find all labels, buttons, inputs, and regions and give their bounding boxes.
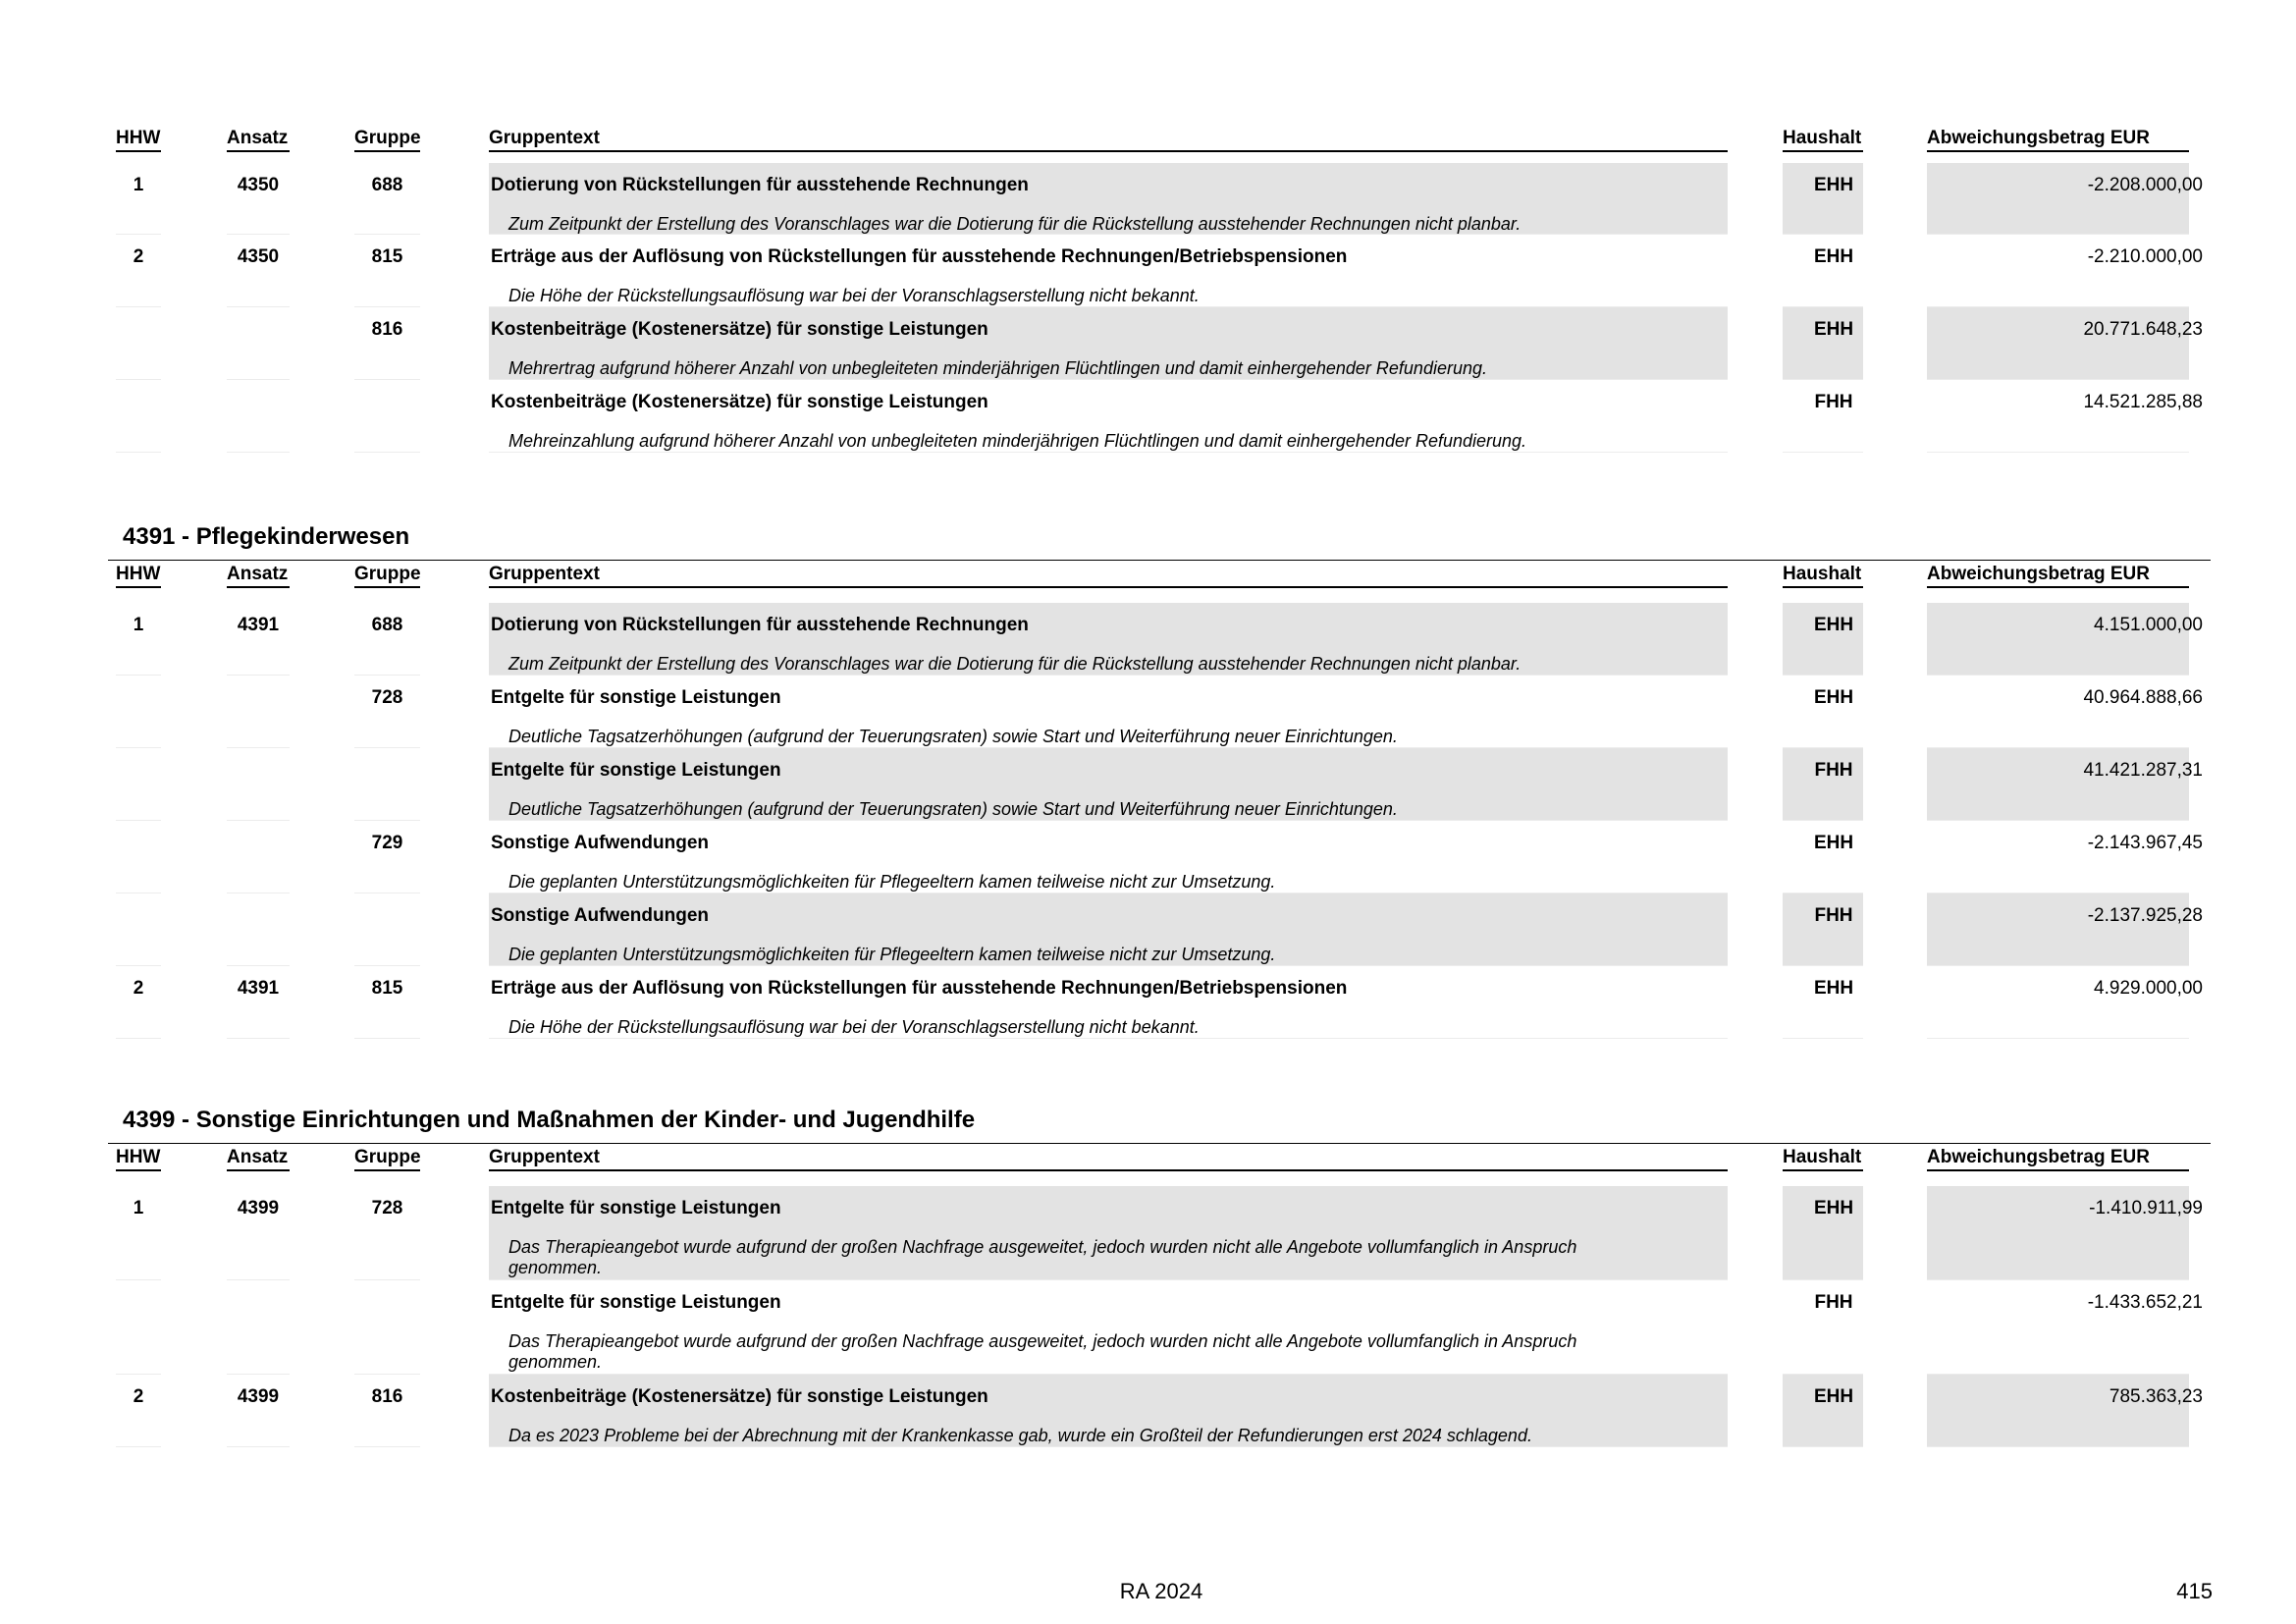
cell-haushalt: EHH	[1813, 1198, 1854, 1218]
cell-gruppentext-title: Entgelte für sonstige Leistungen	[491, 1198, 781, 1218]
table-row	[0, 748, 2296, 821]
section-divider	[108, 560, 2211, 561]
table-section	[0, 522, 2296, 1039]
row-separator	[489, 1038, 1728, 1039]
table-row	[0, 1375, 2296, 1447]
cell-haushalt: EHH	[1813, 319, 1854, 340]
header-abweichungsbetrag-rule	[1927, 1169, 2189, 1171]
cell-gruppe: 728	[371, 1198, 403, 1218]
table-row	[0, 235, 2296, 307]
cell-gruppe: 728	[371, 687, 403, 708]
cell-gruppentext-description: Die geplanten Unterstützungsmöglichkeiten für Pflegeeltern kamen teilweise nicht zur Umsetzung.	[508, 945, 1276, 964]
cell-gruppe: 688	[371, 615, 403, 635]
cell-gruppentext-title: Dotierung von Rückstellungen für ausstehende Rechnungen	[491, 175, 1029, 195]
header-haushalt: Haushalt	[1783, 1147, 1862, 1167]
header-ansatz-rule	[227, 1169, 290, 1171]
cell-gruppentext-description: Die Höhe der Rückstellungsauflösung war bei der Voranschlagserstellung nicht bekannt.	[508, 286, 1200, 305]
row-separator	[354, 1038, 420, 1039]
row-separator	[227, 1446, 290, 1447]
row-separator	[489, 1446, 1728, 1447]
row-separator	[1783, 1038, 1863, 1039]
cell-gruppentext-title: Dotierung von Rückstellungen für ausstehende Rechnungen	[491, 615, 1029, 635]
cell-gruppe: 815	[371, 978, 403, 999]
row-separator	[1927, 1038, 2189, 1039]
table-row	[0, 1186, 2296, 1280]
table-row	[0, 163, 2296, 235]
row-separator	[1927, 1446, 2189, 1447]
cell-abweichungsbetrag: -2.143.967,45	[2087, 833, 2203, 853]
cell-abweichungsbetrag: -2.137.925,28	[2087, 905, 2203, 926]
header-gruppentext-rule	[489, 586, 1728, 588]
table-row	[0, 966, 2296, 1039]
row-separator	[116, 452, 161, 453]
cell-gruppentext-description: Mehreinzahlung aufgrund höherer Anzahl von unbegleiteten minderjährigen Flüchtlingen und damit einhergehender Refundierung.	[508, 431, 1527, 451]
cell-abweichungsbetrag: -1.410.911,99	[2089, 1198, 2203, 1218]
cell-haushalt: EHH	[1813, 175, 1854, 195]
header-hhw: HHW	[116, 128, 161, 148]
row-separator	[1783, 452, 1863, 453]
header-abweichungsbetrag-rule	[1927, 586, 2189, 588]
cell-gruppentext-description: Das Therapieangebot wurde aufgrund der großen Nachfrage ausgeweitet, jedoch wurden nicht alle Angebote vollumfanglich in Anspruch genommen.	[508, 1237, 1577, 1277]
cell-gruppentext-title: Kostenbeiträge (Kostenersätze) für sonstige Leistungen	[491, 392, 988, 412]
row-separator	[354, 452, 420, 453]
table-row	[0, 676, 2296, 748]
cell-gruppentext-description: Zum Zeitpunkt der Erstellung des Voranschlages war die Dotierung für die Rückstellung ausstehender Rechnungen nicht planbar.	[508, 654, 1522, 674]
cell-abweichungsbetrag: 4.151.000,00	[2094, 615, 2203, 635]
page-number: 415	[2176, 1579, 2213, 1603]
cell-gruppentext-description: Das Therapieangebot wurde aufgrund der großen Nachfrage ausgeweitet, jedoch wurden nicht alle Angebote vollumfanglich in Anspruch genommen.	[508, 1331, 1577, 1372]
header-hhw: HHW	[116, 1147, 161, 1167]
cell-gruppentext-description: Deutliche Tagsatzerhöhungen (aufgrund der Teuerungsraten) sowie Start und Weiterführung neuer Einrichtungen.	[508, 799, 1398, 819]
table-section	[0, 118, 2296, 453]
cell-gruppe: 815	[371, 246, 403, 267]
cell-haushalt: EHH	[1813, 615, 1854, 635]
row-separator	[1783, 1446, 1863, 1447]
header-gruppentext: Gruppentext	[489, 564, 600, 584]
row-separator	[227, 1038, 290, 1039]
cell-haushalt: EHH	[1813, 687, 1854, 708]
cell-gruppentext-description: Zum Zeitpunkt der Erstellung des Voranschlages war die Dotierung für die Rückstellung ausstehender Rechnungen nicht planbar.	[508, 214, 1522, 234]
header-gruppentext: Gruppentext	[489, 1147, 600, 1167]
table-row	[0, 1280, 2296, 1375]
cell-abweichungsbetrag: -2.210.000,00	[2087, 246, 2203, 267]
header-gruppentext: Gruppentext	[489, 128, 600, 148]
row-separator	[116, 1446, 161, 1447]
cell-gruppe: 729	[371, 833, 403, 853]
header-ansatz-rule	[227, 150, 290, 152]
table-row	[0, 380, 2296, 453]
cell-haushalt: EHH	[1813, 833, 1854, 853]
cell-ansatz: 4399	[237, 1386, 280, 1407]
cell-gruppe: 816	[371, 1386, 403, 1407]
row-separator	[116, 1038, 161, 1039]
table-row	[0, 893, 2296, 966]
cell-abweichungsbetrag: 20.771.648,23	[2083, 319, 2203, 340]
cell-gruppentext-title: Entgelte für sonstige Leistungen	[491, 760, 781, 781]
cell-abweichungsbetrag: 785.363,23	[2109, 1386, 2203, 1407]
table-row	[0, 307, 2296, 380]
cell-haushalt: FHH	[1814, 392, 1853, 412]
cell-ansatz: 4391	[237, 615, 280, 635]
header-gruppe-rule	[354, 586, 420, 588]
cell-gruppentext-title: Erträge aus der Auflösung von Rückstellungen für ausstehende Rechnungen/Betriebspensionen	[491, 246, 1348, 267]
cell-haushalt: FHH	[1814, 1292, 1853, 1313]
header-ansatz: Ansatz	[227, 564, 289, 584]
cell-hhw: 2	[133, 246, 144, 267]
cell-ansatz: 4391	[237, 978, 280, 999]
cell-gruppe: 816	[371, 319, 403, 340]
table-row	[0, 603, 2296, 676]
cell-ansatz: 4350	[237, 175, 280, 195]
table-row	[0, 821, 2296, 893]
header-haushalt-rule	[1783, 150, 1863, 152]
cell-gruppentext-description: Deutliche Tagsatzerhöhungen (aufgrund der Teuerungsraten) sowie Start und Weiterführung neuer Einrichtungen.	[508, 727, 1398, 746]
cell-abweichungsbetrag: -1.433.652,21	[2087, 1292, 2203, 1313]
cell-haushalt: FHH	[1814, 905, 1853, 926]
section-title: 4391 - Pflegekinderwesen	[123, 523, 410, 550]
cell-hhw: 1	[133, 175, 144, 195]
header-haushalt: Haushalt	[1783, 564, 1862, 584]
header-abweichungsbetrag: Abweichungsbetrag EUR	[1927, 564, 2150, 584]
cell-gruppentext-title: Kostenbeiträge (Kostenersätze) für sonstige Leistungen	[491, 1386, 988, 1407]
cell-abweichungsbetrag: -2.208.000,00	[2087, 175, 2203, 195]
cell-gruppentext-title: Sonstige Aufwendungen	[491, 905, 710, 926]
cell-ansatz: 4399	[237, 1198, 280, 1218]
header-gruppentext-rule	[489, 1169, 1728, 1171]
row-shade-amt	[1927, 163, 2189, 235]
cell-hhw: 1	[133, 615, 144, 635]
row-separator	[489, 452, 1728, 453]
cell-gruppentext-description: Die Höhe der Rückstellungsauflösung war bei der Voranschlagserstellung nicht bekannt.	[508, 1017, 1200, 1037]
header-ansatz: Ansatz	[227, 1147, 289, 1167]
cell-gruppentext-title: Sonstige Aufwendungen	[491, 833, 710, 853]
cell-gruppentext-title: Kostenbeiträge (Kostenersätze) für sonstige Leistungen	[491, 319, 988, 340]
header-abweichungsbetrag-rule	[1927, 150, 2189, 152]
section-divider	[108, 1143, 2211, 1144]
header-hhw: HHW	[116, 564, 161, 584]
cell-abweichungsbetrag: 4.929.000,00	[2094, 978, 2203, 999]
section-title: 4399 - Sonstige Einrichtungen und Maßnahmen der Kinder- und Jugendhilfe	[123, 1107, 976, 1133]
cell-gruppentext-description: Da es 2023 Probleme bei der Abrechnung mit der Krankenkasse gab, wurde ein Großteil der Refundierungen erst 2024 schlagend.	[508, 1426, 1532, 1445]
header-haushalt-rule	[1783, 1169, 1863, 1171]
cell-haushalt: FHH	[1814, 760, 1853, 781]
header-abweichungsbetrag: Abweichungsbetrag EUR	[1927, 128, 2150, 148]
table-section	[0, 1106, 2296, 1447]
cell-abweichungsbetrag: 40.964.888,66	[2083, 687, 2203, 708]
header-haushalt: Haushalt	[1783, 128, 1862, 148]
header-gruppentext-rule	[489, 150, 1728, 152]
cell-hhw: 2	[133, 978, 144, 999]
header-hhw-rule	[116, 586, 161, 588]
cell-gruppe: 688	[371, 175, 403, 195]
header-hhw-rule	[116, 150, 161, 152]
cell-hhw: 2	[133, 1386, 144, 1407]
cell-haushalt: EHH	[1813, 1386, 1854, 1407]
cell-gruppentext-description: Mehrertrag aufgrund höherer Anzahl von unbegleiteten minderjährigen Flüchtlingen und damit einhergehender Refundierung.	[508, 358, 1487, 378]
cell-haushalt: EHH	[1813, 978, 1854, 999]
header-ansatz: Ansatz	[227, 128, 289, 148]
cell-gruppentext-description: Die geplanten Unterstützungsmöglichkeiten für Pflegeeltern kamen teilweise nicht zur Umsetzung.	[508, 872, 1276, 892]
header-gruppe-rule	[354, 1169, 420, 1171]
cell-ansatz: 4350	[237, 246, 280, 267]
footer-report-label: RA 2024	[1119, 1579, 1203, 1603]
header-gruppe: Gruppe	[354, 564, 421, 584]
header-ansatz-rule	[227, 586, 290, 588]
row-separator	[1927, 452, 2189, 453]
header-gruppe: Gruppe	[354, 1147, 421, 1167]
cell-haushalt: EHH	[1813, 246, 1854, 267]
row-separator	[227, 452, 290, 453]
cell-abweichungsbetrag: 41.421.287,31	[2083, 760, 2203, 781]
cell-hhw: 1	[133, 1198, 144, 1218]
cell-gruppentext-title: Entgelte für sonstige Leistungen	[491, 1292, 781, 1313]
header-abweichungsbetrag: Abweichungsbetrag EUR	[1927, 1147, 2150, 1167]
cell-gruppentext-title: Entgelte für sonstige Leistungen	[491, 687, 781, 708]
row-separator	[354, 1446, 420, 1447]
header-gruppe-rule	[354, 150, 420, 152]
header-gruppe: Gruppe	[354, 128, 421, 148]
cell-gruppentext-title: Erträge aus der Auflösung von Rückstellungen für ausstehende Rechnungen/Betriebspensionen	[491, 978, 1348, 999]
row-shade-hh	[1783, 163, 1863, 235]
header-haushalt-rule	[1783, 586, 1863, 588]
cell-abweichungsbetrag: 14.521.285,88	[2083, 392, 2203, 412]
header-hhw-rule	[116, 1169, 161, 1171]
